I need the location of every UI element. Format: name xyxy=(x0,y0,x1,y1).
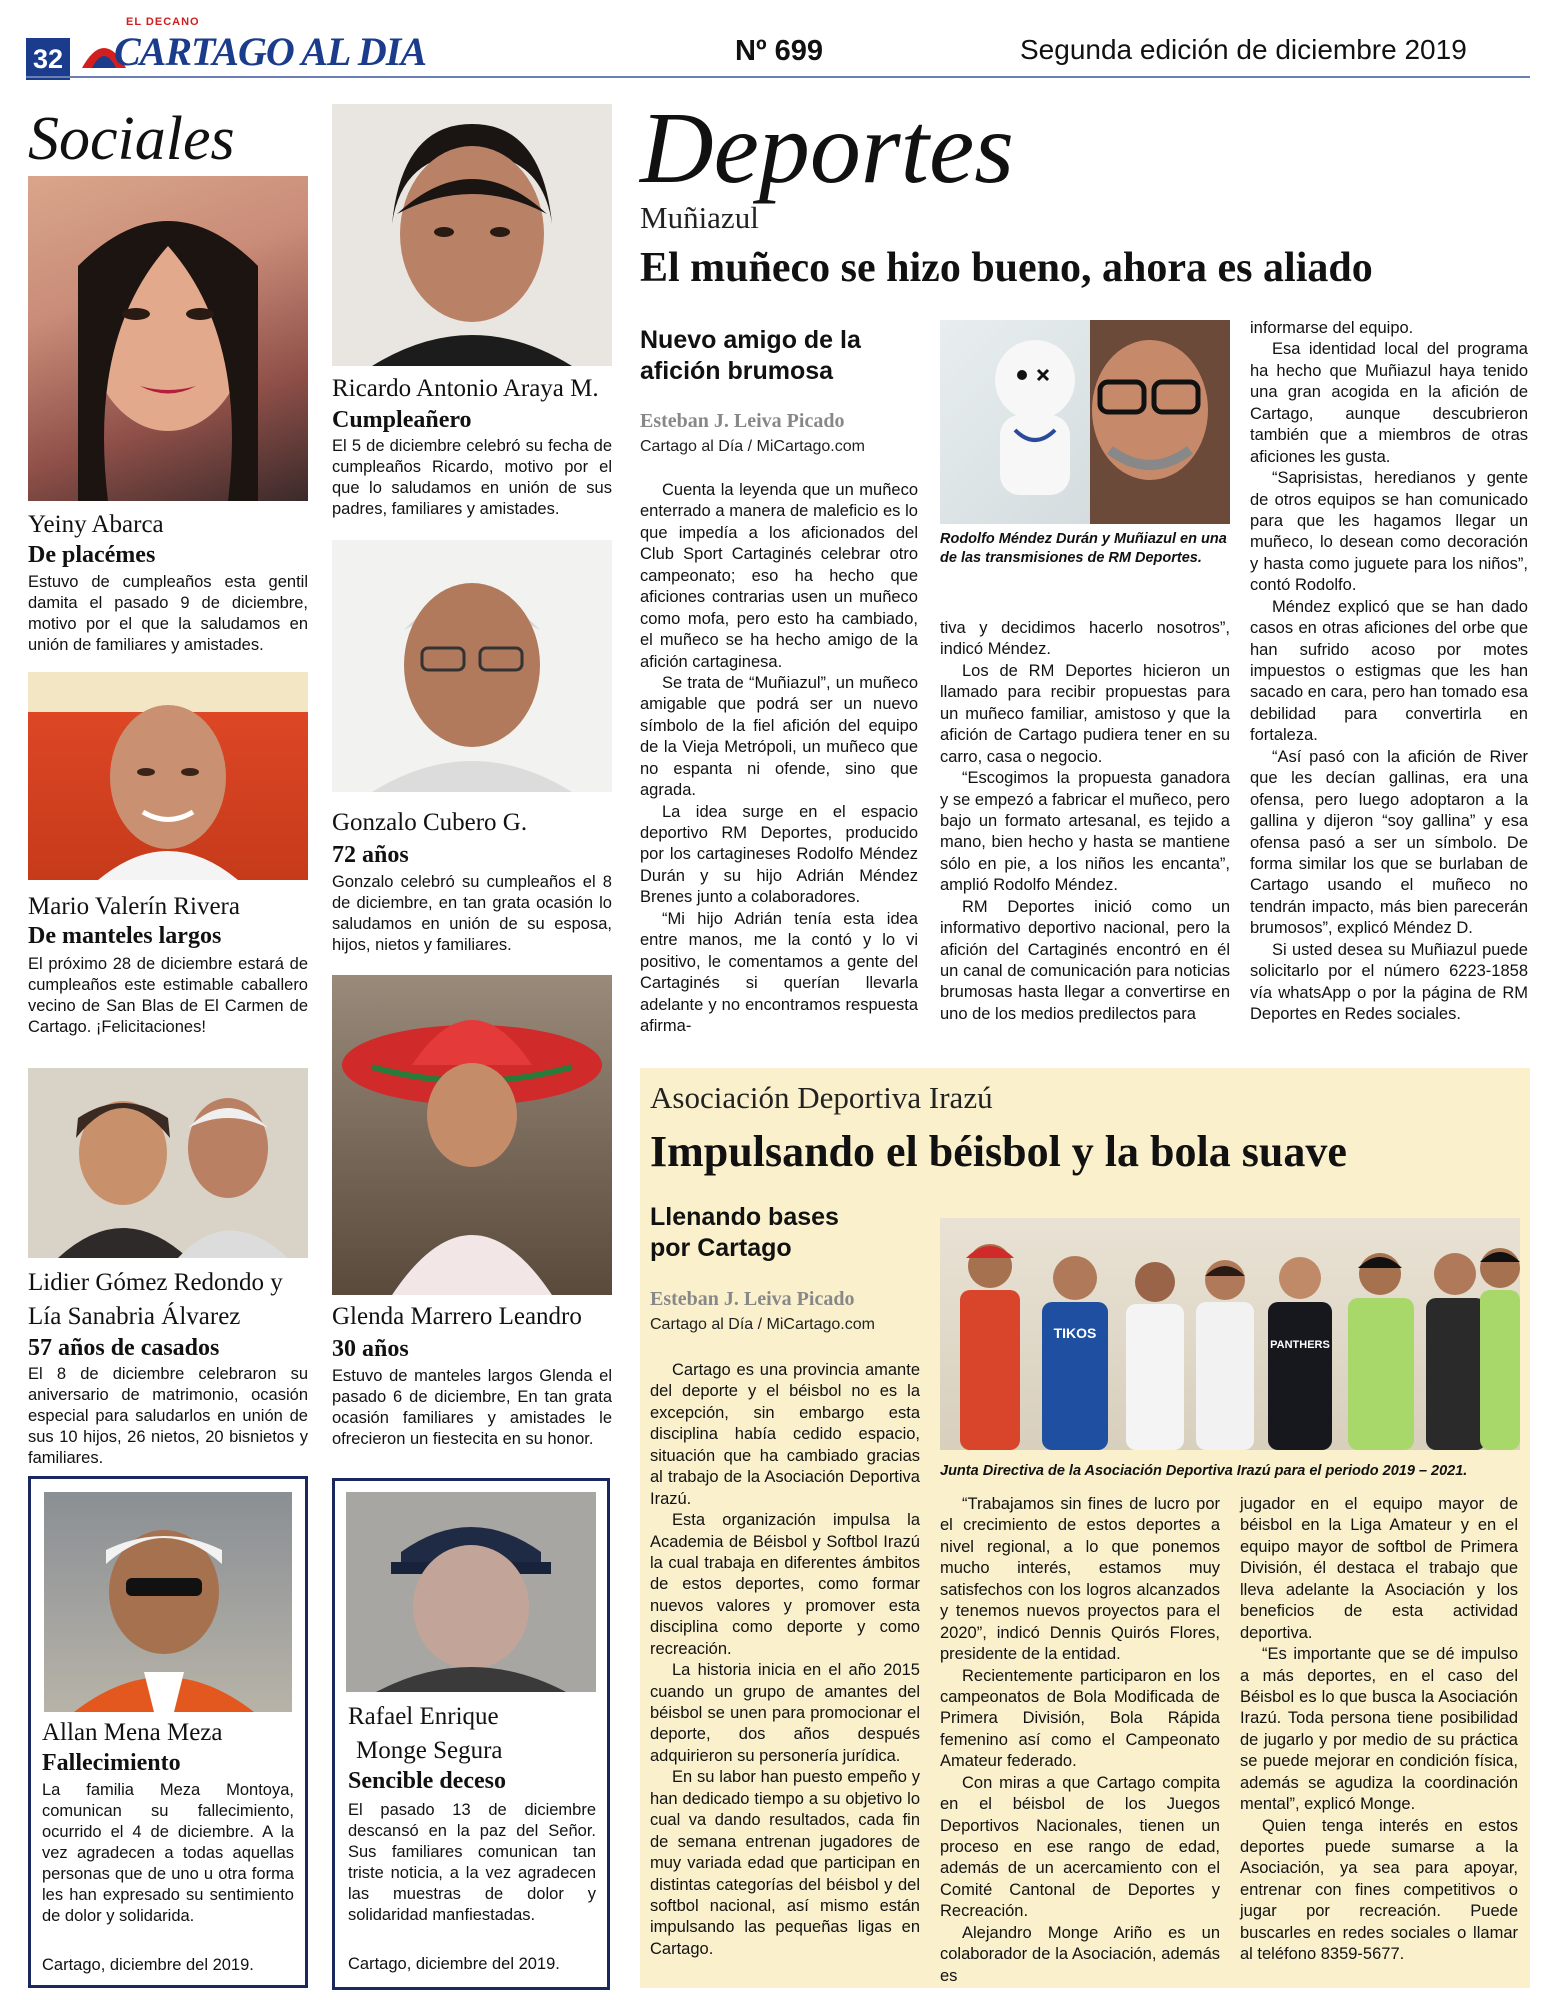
page-number: 32 xyxy=(26,38,70,80)
paragraph: “Es importante que se dé impulso a más deportes, en el caso del Béisbol es lo que busca la Asociación Irazú. Toda persona tiene posibilidad de jugarlo y por medio de su práctica se puede mejorar en condición física, además se agudiza la coordinación mental”, explicó Monge. xyxy=(1240,1645,1518,1814)
date-allan: Cartago, diciembre del 2019. xyxy=(42,1956,254,1974)
edition-date: Segunda edición de diciembre 2019 xyxy=(1020,34,1467,65)
photo-rafael-monge xyxy=(346,1492,596,1692)
byline-muniazul: Esteban J. Leiva Picado xyxy=(640,410,845,432)
paragraph: Esta organización impulsa la Academia de Béisbol y Softbol Irazú la cual trabaja en diferentes ámbitos de estos deportes, como formar nuevos valores y promover esta disciplina como deporte y como recreación. xyxy=(650,1511,920,1658)
paragraph: RM Deportes inició como un informativo deportivo nacional, pero la afición del Cartaginés encontró en él un canal de comunicación para noticias brumosas hasta llegar a convertirse en uno de los medios predilectos para xyxy=(940,897,1230,1023)
photo-lidier-lia xyxy=(28,1068,308,1258)
text-glenda: Estuvo de manteles largos Glenda el pasado 6 de diciembre, En tan grata ocasión familiares y amistades le ofrecieron un fiestecita en su honor. xyxy=(332,1367,612,1448)
article-muniazul-col2 xyxy=(940,618,1230,1025)
name-mario: Mario Valerín Rivera xyxy=(28,893,240,920)
article-irazu-col3 xyxy=(1240,1494,1518,1966)
title-lidier: 57 años de casados xyxy=(28,1335,220,1361)
paragraph: En su labor han puesto empeño y han dedicado tiempo a su objetivo lo cual va dando resultados, cada fin de semana entrenan jugadores de muy variada edad que participan en distintas categorías del béisbol y del softbol nacional, así mismo están impulsando las pequeñas ligas en Cartago. xyxy=(650,1768,920,1958)
paragraph: jugador en el equipo mayor de béisbol en la Liga Amateur y en el equipo mayor de softbol de Primera División, él destaca el trabajo que lleva adelante la Asociación y los beneficios de esta actividad deportiva. xyxy=(1240,1495,1518,1642)
name-gonzalo: Gonzalo Cubero G. xyxy=(332,809,528,836)
name-lidier: Lidier Gómez Redondo y xyxy=(28,1269,283,1296)
text-ricardo: El 5 de diciembre celebró su fecha de cumpleaños Ricardo, motivo por el que lo saludamos en unión de sus padres, familiares y amistades. xyxy=(332,437,612,518)
text-gonzalo: Gonzalo celebró su cumpleaños el 8 de diciembre, en tan grata ocasión lo saludamos en unión de su esposa, hijos, nietos y familiares. xyxy=(332,873,612,954)
text-allan: La familia Meza Montoya, comunican su fallecimiento, ocurrido el 4 de diciembre. A la vez agradecen a todas aquellas personas que de uno u otra forma les han expresado su sentimiento de dolor y solidarida. xyxy=(42,1781,294,1925)
photo-ricardo-araya xyxy=(332,104,612,366)
photo-rodolfo-muniazul xyxy=(940,320,1230,524)
caption-junta-directiva: Junta Directiva de la Asociación Deportiva Irazú para el periodo 2019 – 2021. xyxy=(940,1463,1468,1479)
title-allan: Fallecimiento xyxy=(42,1750,181,1776)
paragraph: tiva y decidimos hacerlo nosotros”, indicó Méndez. xyxy=(940,619,1230,659)
paragraph: “Mi hijo Adrián tenía esta idea entre manos, me la contó y lo vi positivo, le comentamos a gente del Cartaginés si querían llevarla adelante y no encontramos respuesta afirma- xyxy=(640,909,918,1035)
title-gonzalo: 72 años xyxy=(332,842,409,868)
name-ricardo: Ricardo Antonio Araya M. xyxy=(332,375,599,402)
section-title-sociales: Sociales xyxy=(28,105,235,173)
paragraph: Quien tenga interés en estos deportes puede sumarse a la Asociación, ya sea para apoyar, entrenar con fines competitivos o jugar por recreación. Puede buscarles en redes sociales o llamar al teléfono 8359-5677. xyxy=(1240,1816,1518,1964)
paragraph: informarse del equipo. xyxy=(1250,319,1414,337)
newspaper-logo xyxy=(74,14,426,78)
paragraph: “Trabajamos sin fines de lucro por el crecimiento de estos deportes a nivel regional, a lo que ponemos mucho interés, estamos muy satisfechos con los logros alcanzados y tenemos nuevos proyectos para el 2020”, indicó Dennis Quirós Flores, presidente de la entidad. xyxy=(940,1495,1220,1664)
name-yeiny: Yeiny Abarca xyxy=(28,511,164,538)
paragraph: Recientemente participaron en los campeonatos de Bola Modificada de Primera División, Bola Rápida femenino así como el Campeonato Amateur federado. xyxy=(940,1666,1220,1771)
article-irazu-col1 xyxy=(650,1360,920,1960)
photo-allan-mena xyxy=(44,1492,292,1712)
photo-junta-directiva xyxy=(940,1218,1520,1450)
paragraph: “Escogimos la propuesta ganadora y se empezó a fabricar el muñeco, pero bajo un formato artesanal, es tejido a mano, bien hecho y hasta se mantiene sólo en pie, a los niños les encanta”, amplió Rodolfo Méndez. xyxy=(940,769,1230,895)
title-rafael: Sencible deceso xyxy=(348,1768,506,1794)
paragraph: Cuenta la leyenda que un muñeco enterrado a manera de maleficio es lo que impedía a los aficionados del Club Sport Cartaginés celebrar otro campeonato; eso ha hecho que aficiones contrarias usen un muñeco como mofa, pero esto ha cambiado, el muñeco se ha hecho amigo de la afición cartaginesa. xyxy=(640,481,918,671)
text-yeiny: Estuvo de cumpleaños esta gentil damita el pasado 9 de diciembre, motivo por el que la saludamos en unión de familiares y amistades. xyxy=(28,573,308,654)
jersey-tikos-label: TIKOS xyxy=(1053,1325,1097,1341)
logo-tagline: EL DECANO xyxy=(126,16,200,28)
article-irazu-col2 xyxy=(940,1494,1220,1987)
name-allan: Allan Mena Meza xyxy=(42,1719,223,1746)
paragraph: Si usted desea su Muñiazul puede solicitarlo por el número 6223-1858 vía whatsApp o por la página de RM Deportes en Redes sociales. xyxy=(1250,940,1528,1023)
paragraph: Esa identidad local del programa ha hecho que Muñiazul haya tenido una gran acogida en la afición de Cartago, aunque descubrieron también que a miembros de otras aficiones les gusta. xyxy=(1250,340,1528,466)
paragraph: Con miras a que Cartago compita en el béisbol de los Juegos Deportivos Nacionales, tienen un proceso en ese rango de edad, además de un acercamiento con el Comité Cantonal de Deportes y Recreación. xyxy=(940,1773,1220,1921)
byline-outlet-irazu: Cartago al Día / MiCartago.com xyxy=(650,1316,875,1333)
headline-irazu: Impulsando el béisbol y la bola suave xyxy=(650,1127,1347,1176)
issue-number: Nº 699 xyxy=(735,35,823,67)
subhead-muniazul: Nuevo amigo de la afición brumosa xyxy=(640,326,861,386)
name-rafael: Rafael Enrique xyxy=(348,1703,499,1730)
title-ricardo: Cumpleañero xyxy=(332,407,472,433)
photo-mario-valerin xyxy=(28,672,308,880)
paragraph: La idea surge en el espacio deportivo RM Deportes, producido por los cartagineses Rodolfo Méndez Durán y su hijo Adrián Méndez Brenes junto a colaboradores. xyxy=(640,802,918,907)
date-rafael: Cartago, diciembre del 2019. xyxy=(348,1955,560,1973)
byline-outlet-muniazul: Cartago al Día / MiCartago.com xyxy=(640,438,865,455)
title-glenda: 30 años xyxy=(332,1336,409,1362)
paragraph: “Así pasó con la afición de River que les decían gallinas, era una ofensa, pero luego adoptaron a la gallina y dijeron “soy gallina” y esa ofensa pasó a ser un símbolo. De forma similar los que se burlaban de Cartago usando el muñeco no tendrán impacto, más bien parecerán brumosos”, explicó Méndez D. xyxy=(1250,747,1528,938)
header-rule xyxy=(26,76,1530,78)
text-lidier: El 8 de diciembre celebraron su aniversario de matrimonio, ocasión especial para saludarlos en unión de sus 10 hijos, 26 nietos, 20 bisnietos y familiares. xyxy=(28,1365,308,1467)
paragraph: Cartago es una provincia amante del deporte y el béisbol no es la excepción, sin embargo esta disciplina había cedido espacio, situación que ha cambiado gracias al trabajo de la Asociación Deportiva Irazú. xyxy=(650,1361,920,1508)
article-muniazul-col1 xyxy=(640,480,918,1037)
paragraph: Se trata de “Muñiazul”, un muñeco amigable que podrá ser un nuevo símbolo de la fiel afición del equipo de la Vieja Metrópoli, un muñeco que no espanta ni ofende, sino que agrada. xyxy=(640,673,918,800)
kicker-muniazul: Muñiazul xyxy=(640,200,759,235)
title-mario: De manteles largos xyxy=(28,923,222,949)
logo-name: CARTAGO AL DIA xyxy=(114,29,426,74)
name-glenda: Glenda Marrero Leandro xyxy=(332,1303,582,1330)
photo-gonzalo-cubero xyxy=(332,540,612,792)
kicker-irazu: Asociación Deportiva Irazú xyxy=(650,1080,993,1115)
paragraph: Los de RM Deportes hicieron un llamado para recibir propuestas para un muñeco familiar, amistoso y que la afición de Cartago pudiera tener en su carro, casa o negocio. xyxy=(940,661,1230,766)
section-title-deportes: Deportes xyxy=(640,92,1014,205)
subhead-irazu: Llenando bases por Cartago xyxy=(650,1203,839,1263)
byline-irazu: Esteban J. Leiva Picado xyxy=(650,1288,855,1310)
paragraph: “Saprisistas, heredianos y gente de otros equipos se han comunicado para que les hagamos llegar un muñeco, lo desean como decoración y hasta como juguete para los niños”, contó Rodolfo. xyxy=(1250,469,1528,595)
text-rafael: El pasado 13 de diciembre descansó en la paz del Señor. Sus familiares comunican tan triste noticia, a la vez agradecen las muestras de dolor y solidaridad manfiestadas. xyxy=(348,1801,596,1924)
photo-glenda-marrero xyxy=(332,975,612,1295)
text-mario: El próximo 28 de diciembre estará de cumpleaños este estimable caballero vecino de San Blas de El Carmen de Cartago. ¡Felicitaciones! xyxy=(28,955,308,1036)
name-rafael-2: Monge Segura xyxy=(356,1737,503,1764)
paragraph: La historia inicia en el año 2015 cuando un grupo de amantes del béisbol se unen para promocionar el deporte, dos años después adquirieron su personería jurídica. xyxy=(650,1661,920,1765)
paragraph: Alejandro Monge Ariño es un colaborador de la Asociación, además es xyxy=(940,1923,1220,1985)
caption-muniazul: Rodolfo Méndez Durán y Muñiazul en una de las transmisiones de RM Deportes. xyxy=(940,531,1227,566)
paragraph: Méndez explicó que se han dado casos en otras aficiones del orbe que han sufrido acoso por motes impuestos o estigmas que les han sacado en cara, pero han tomado esa debilidad para convertirla en fortaleza. xyxy=(1250,597,1528,745)
headline-muniazul: El muñeco se hizo bueno, ahora es aliado xyxy=(640,245,1373,291)
article-muniazul-col3 xyxy=(1250,318,1528,1025)
jersey-panthers-label: PANTHERS xyxy=(1270,1339,1330,1351)
name-lia: Lía Sanabria Álvarez xyxy=(28,1303,241,1330)
title-yeiny: De placémes xyxy=(28,542,156,568)
photo-yeiny-abarca xyxy=(28,176,308,501)
